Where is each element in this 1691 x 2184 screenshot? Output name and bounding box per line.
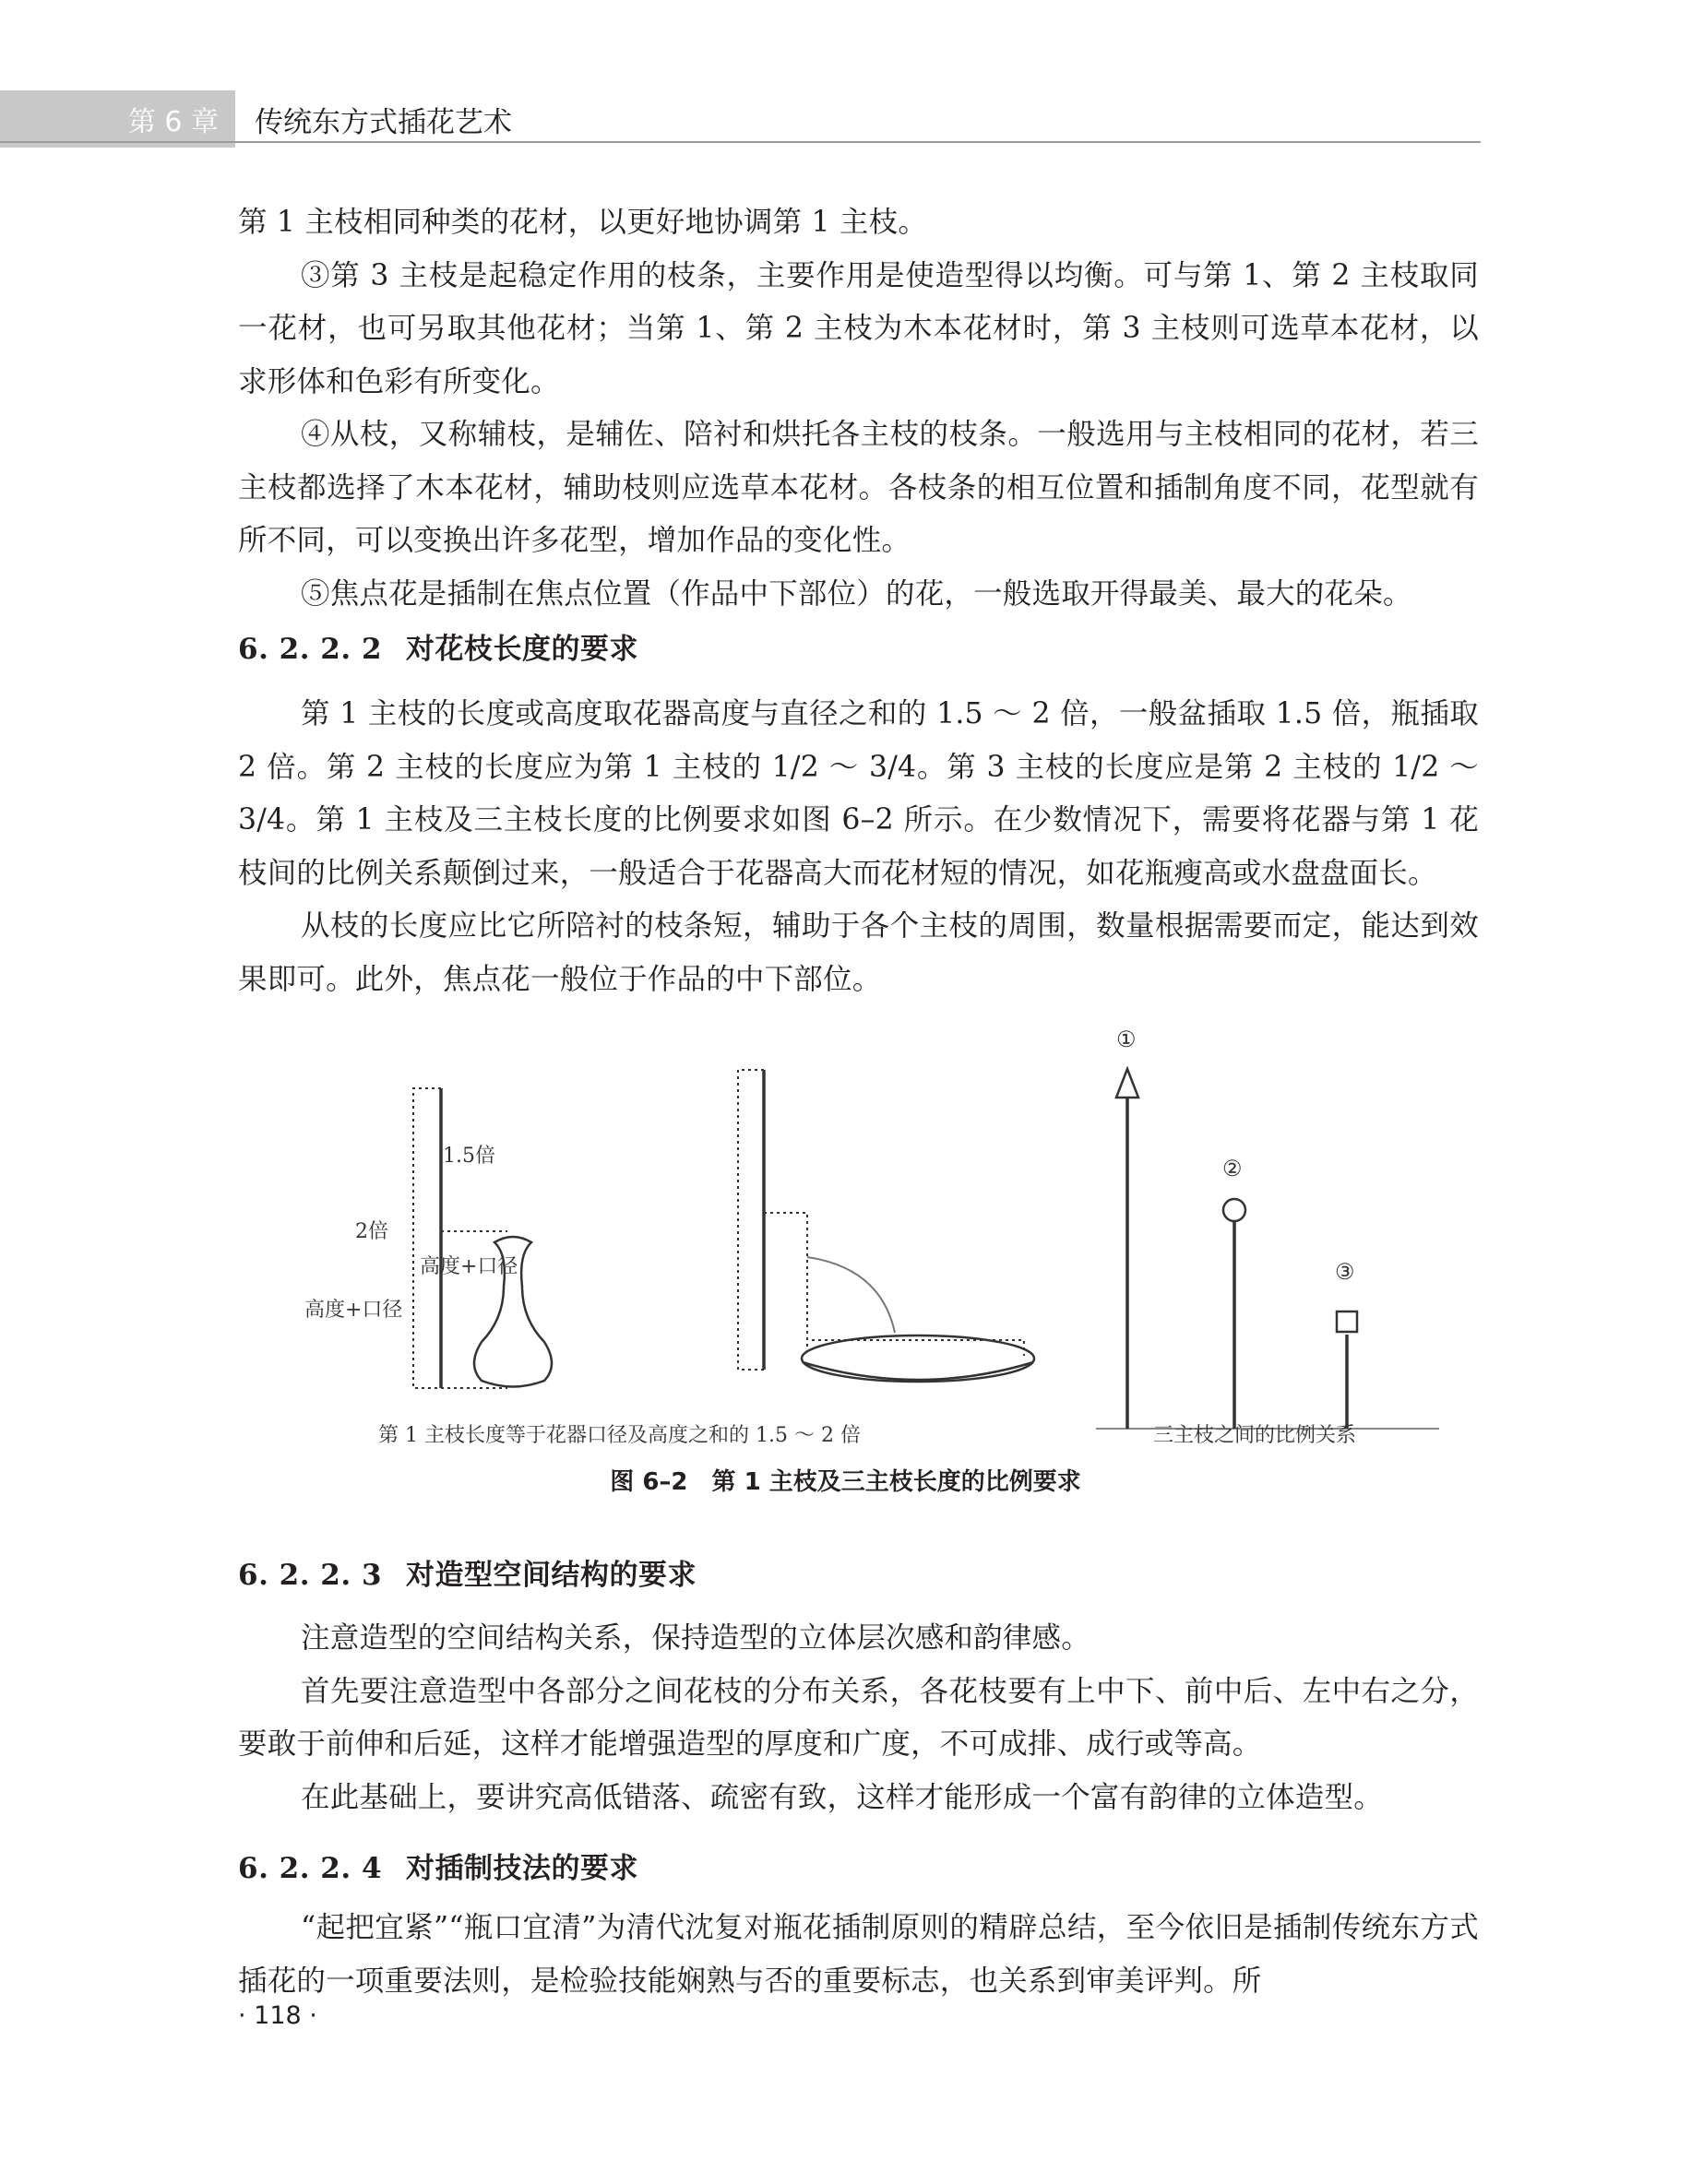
- paragraph: 第 1 主枝的长度或高度取花器高度与直径之和的 1.5 ～ 2 倍，一般盆插取 1.5 倍，瓶插取 2 倍。第 2 主枝的长度应为第 1 主枝的 1/2 ～ 3/4。第 3 主枝的长度应是第 2 主枝的 1/2 ～ 3/4。第 1 主枝及三主枝长度的比例要求如图 6–2 所示。在少数情况下，需要将花器与第 1 花枝间的比例关系颠倒过来，一般适合于花器高大而花材短的情况，如花瓶瘦高或水盘盘面长。: [238, 697, 1479, 890]
- chapter-label: 第 6 章: [0, 90, 235, 148]
- branch-2-circle-icon: [1223, 1199, 1245, 1221]
- paragraph: ③第 3 主枝是起稳定作用的枝条，主要作用是使造型得以均衡。可与第 1、第 2 主枝取同一花材，也可另取其他花材；当第 1、第 2 主枝为木本花材时，第 3 主枝则可选草本花材，以求形体和色彩有所变化。: [238, 258, 1479, 398]
- label-2x: 2倍: [355, 1220, 388, 1243]
- paragraph: 第 1 主枝相同种类的花材，以更好地协调第 1 主枝。: [238, 206, 928, 239]
- figure-title: 第 1 主枝及三主枝长度的比例要求: [711, 1468, 1081, 1496]
- basin-diagram: [738, 1070, 1034, 1382]
- dotted-bracket-1-5x: [738, 1070, 764, 1370]
- header-divider: [0, 141, 1481, 143]
- page-number: · 118 ·: [238, 2001, 317, 2030]
- basin-rim: [802, 1335, 1034, 1382]
- section-2223-text: [238, 1612, 1479, 1824]
- paragraph: 注意造型的空间结构关系，保持造型的立体层次感和韵律感。: [301, 1621, 1090, 1655]
- chapter-title: 传统东方式插花艺术: [255, 105, 512, 139]
- marker-1: ①: [1116, 1027, 1137, 1052]
- section-heading-6-2-2-2: [238, 625, 638, 667]
- section-number: 6. 2. 2. 3: [238, 1559, 383, 1592]
- paragraph: “起把宜紧”“瓶口宜清”为清代沈复对瓶花插制原则的精辟总结，至今依旧是插制传统东方式插花的一项重要法则，是检验技能娴熟与否的重要标志，也关系到审美评判。所: [238, 1911, 1479, 1998]
- section-number: 6. 2. 2. 4: [238, 1852, 383, 1885]
- section-title: 对花枝长度的要求: [406, 633, 639, 666]
- label-1-5x: 1.5倍: [443, 1145, 495, 1168]
- figure-caption: [0, 1463, 1691, 1497]
- paragraph: 首先要注意造型中各部分之间花枝的分布关系，各花枝要有上中下、前中后、左中右之分，要敢于前伸和后延，这样才能增强造型的厚度和广度，不可成排、成行或等高。: [238, 1674, 1479, 1761]
- section-title: 对造型空间结构的要求: [406, 1559, 697, 1592]
- section-heading-6-2-2-4: [238, 1845, 638, 1886]
- basin-dotted-guides: [764, 1213, 807, 1351]
- branch-3-square-icon: [1337, 1312, 1357, 1332]
- label-height-mouth-right: 高度+口径: [420, 1255, 518, 1278]
- section-2224-text: [238, 1902, 1479, 2008]
- label-height-mouth-left: 高度+口径: [304, 1299, 403, 1322]
- section-heading-6-2-2-3: [238, 1551, 697, 1593]
- vase-diagram: [413, 1088, 552, 1388]
- basin-body: [803, 1362, 1033, 1380]
- figure-6-2: [277, 1001, 1476, 1499]
- figure-number: 图 6–2: [610, 1468, 688, 1496]
- paragraph: ④从枝，又称辅枝，是辅佐、陪衬和烘托各主枝的枝条。一般选用与主枝相同的花材，若三主枝都选择了木本花材，辅助枝则应选草本花材。各枝条的相互位置和插制角度不同，花型就有所不同，可以变换出许多花型，增加作品的变化性。: [238, 418, 1479, 557]
- intro-text-block: [238, 196, 1479, 621]
- paragraph: 从枝的长度应比它所陪衬的枝条短，辅助于各个主枝的周围，数量根据需要而定，能达到效果即可。此外，焦点花一般位于作品的中下部位。: [238, 909, 1479, 996]
- marker-2: ②: [1222, 1156, 1243, 1181]
- proportion-diagram: [1096, 1069, 1439, 1429]
- section-number: 6. 2. 2. 2: [238, 633, 383, 666]
- paragraph: 在此基础上，要讲究高低错落、疏密有致，这样才能形成一个富有韵律的立体造型。: [301, 1780, 1383, 1814]
- sub-caption-left: 第 1 主枝长度等于花器口径及高度之和的 1.5 ～ 2 倍: [378, 1424, 861, 1447]
- branch-1-triangle-icon: [1116, 1069, 1138, 1098]
- sub-caption-right: 三主枝之间的比例关系: [1153, 1424, 1357, 1447]
- basin-dotted-top: [812, 1340, 1024, 1356]
- dotted-bracket-2x: [413, 1088, 441, 1388]
- section-2222-text: [238, 688, 1479, 1006]
- section-title: 对插制技法的要求: [406, 1852, 639, 1885]
- angle-arc: [807, 1257, 895, 1333]
- paragraph: ⑤焦点花是插制在焦点位置（作品中下部位）的花，一般选取开得最美、最大的花朵。: [301, 576, 1412, 611]
- marker-3: ③: [1335, 1259, 1355, 1285]
